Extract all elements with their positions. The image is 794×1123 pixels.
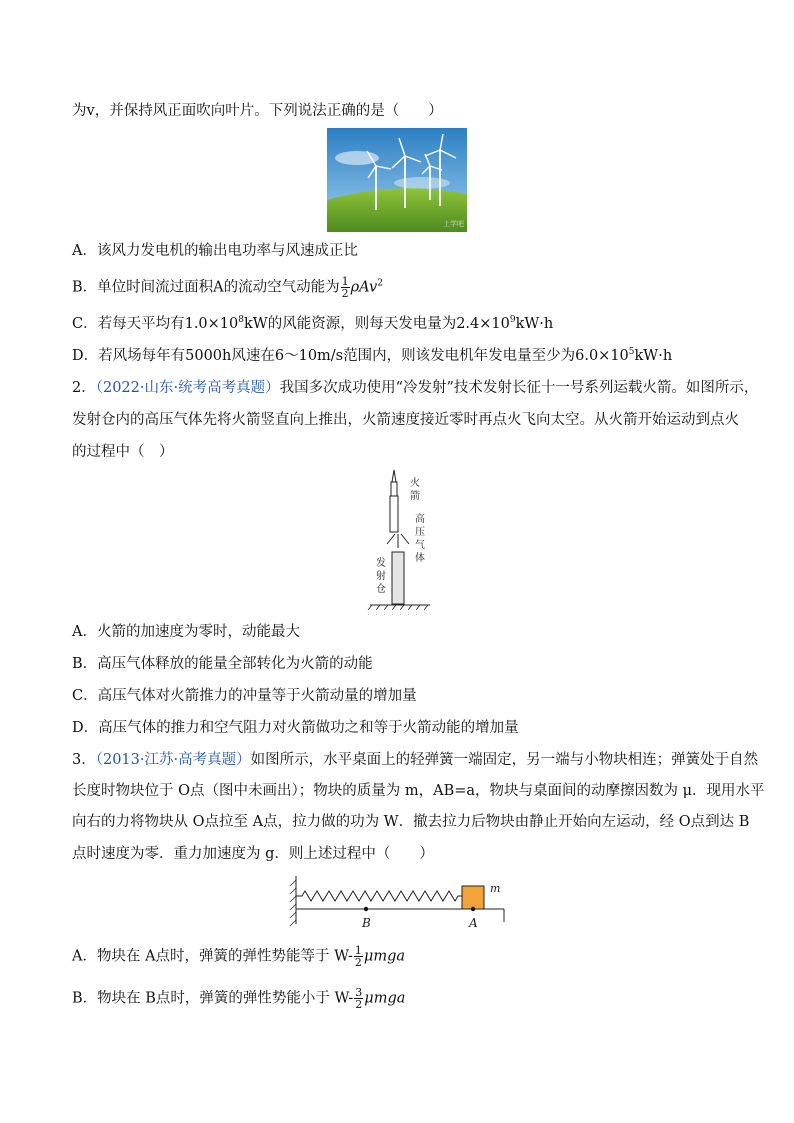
fraction-denominator: 2 (354, 956, 362, 969)
q1-option-c (72, 314, 734, 334)
fraction (341, 276, 350, 299)
label-b: B (362, 916, 371, 930)
label-gas-char-1: 高 (415, 514, 425, 525)
q3-stem-line-3: 向右的力将物块从 O点拉至 A点，拉力做的功为 W．撤去拉力后物块由静止开始向左运动，经 O点到达 B (72, 814, 750, 830)
superscript: 8 (238, 315, 244, 325)
q1-option-c-part: kW·h (515, 316, 554, 332)
q1-option-d (72, 346, 734, 366)
label-rocket-char-2: 箭 (410, 491, 420, 502)
q3-option-b (72, 987, 734, 1010)
fraction-numerator: 3 (355, 986, 363, 999)
superscript: 2 (377, 278, 383, 289)
superscript: 5 (628, 347, 635, 357)
q3-stem-line-2: 长度时物块位于 O点（图中未画出）；物块的质量为 m，AB=a，物块与桌面间的动摩擦因数为 μ．现用水平 (72, 783, 765, 799)
q1-option-c-part: C．若每天平均有1.0×10 (72, 316, 239, 332)
photo-watermark: 上学吧 (443, 220, 464, 228)
label-m: m (490, 882, 501, 895)
q2-stem-text: 我国多次成功使用“冷发射”技术发射长征十一号系列运载火箭。如图所示， (279, 380, 759, 396)
q1-option-b-suffix: ρAv (350, 279, 378, 296)
label-rocket-char-1: 火 (410, 478, 420, 489)
q1-option-a: A．该风力发电机的输出电功率与风速成正比 (72, 243, 358, 259)
q3-option-b-prefix: B．物块在 B点时，弹簧的弹性势能小于 W- (72, 990, 354, 1007)
q3-option-a-prefix: A．物块在 A点时，弹簧的弹性势能等于 W- (72, 948, 353, 965)
q3-stem-line-4: 点时速度为零．重力加速度为 g．则上述过程中（ ） (72, 846, 434, 862)
q3-option-a (72, 945, 734, 968)
label-gas-char-3: 气 (415, 540, 425, 551)
q2-stem-line-3: 的过程中（ ） (72, 444, 174, 460)
q2-stem-line-2: 发射仓内的高压气体先将火箭竖直向上推出，火箭速度接近零时再点火飞向太空。从火箭开始运动到点火 (72, 412, 739, 428)
label-silo-char-2: 射 (376, 571, 386, 582)
fraction-numerator: 1 (341, 275, 349, 288)
block (462, 886, 484, 909)
q2-option-d: D．高压气体的推力和空气阻力对火箭做功之和等于火箭动能的增加量 (72, 720, 519, 736)
label-silo-char-3: 仓 (376, 584, 386, 595)
fraction-numerator: 1 (354, 944, 362, 957)
q2-source: （2022·山东·统考高考真题） (95, 380, 280, 396)
label-gas-char-4: 体 (415, 553, 425, 564)
label-gas-char-2: 压 (415, 527, 425, 538)
q2-option-b: B．高压气体释放的能量全部转化为火箭的动能 (72, 656, 373, 672)
q2-option-c: C．高压气体对火箭推力的冲量等于火箭动量的增加量 (72, 688, 417, 704)
q3-stem-line-1 (72, 750, 759, 770)
q2-stem-line-1 (72, 378, 759, 398)
q3-option-a-suffix: μmga (363, 948, 406, 965)
q1-option-d-part: D．若风场每年有5000h风速在6～10m/s范围内，则该发电机年发电量至少为6.0×10 (72, 348, 629, 364)
q3-number: 3． (72, 752, 96, 768)
fraction-denominator: 2 (355, 998, 363, 1011)
label-a: A (469, 916, 478, 930)
q1-option-c-part: kW的风能资源，则每天发电量为2.4×10 (244, 316, 510, 332)
q2-number: 2． (72, 380, 96, 396)
superscript: 9 (509, 315, 516, 325)
rocket-launch-diagram (364, 462, 434, 614)
q1-option-b (72, 276, 734, 299)
q3-option-b-suffix: μmga (364, 990, 406, 1007)
spring-block-diagram (286, 872, 506, 934)
q3-stem-text: 如图所示，水平桌面上的轻弹簧一端固定，另一端与小物块相连；弹簧处于自然 (250, 752, 759, 768)
fraction-denominator: 2 (341, 287, 349, 300)
q3-source: （2013·江苏·高考真题） (95, 752, 251, 768)
fraction (354, 945, 363, 968)
fraction (354, 987, 363, 1010)
q1-intro: 为v，并保持风正面吹向叶片。下列说法正确的是（ ） (72, 103, 443, 119)
q2-option-a: A．火箭的加速度为零时，动能最大 (72, 624, 300, 640)
q1-option-b-prefix: B．单位时间流过面积A的流动空气动能为 (72, 279, 340, 296)
wind-turbine-photo (327, 128, 467, 232)
q1-option-d-part: kW·h (634, 348, 673, 364)
label-silo-char-1: 发 (376, 558, 386, 569)
